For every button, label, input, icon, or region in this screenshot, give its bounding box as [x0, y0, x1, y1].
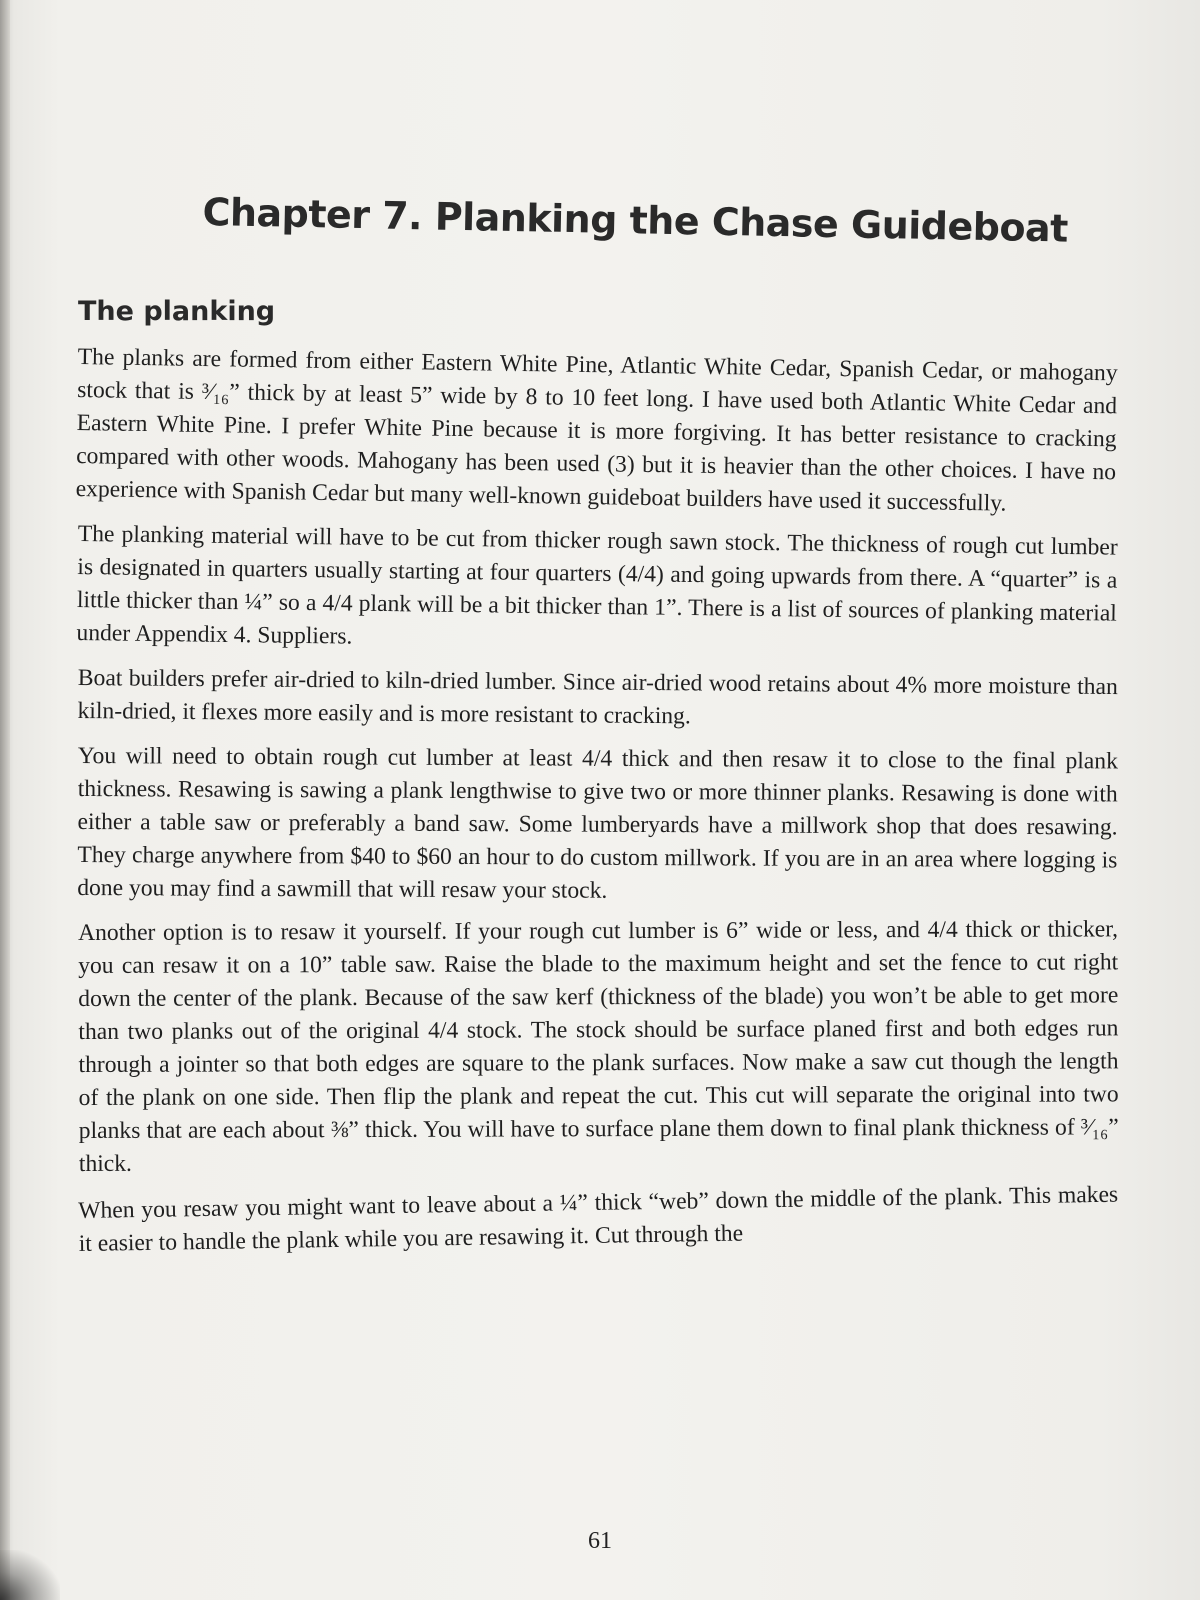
page-content: [75, 190, 1119, 1273]
paragraph-web-tip: When you resaw you might want to leave about a ¼” thick “web” down the middle of the plank. This makes it easier to handle the plank while you are resawing it. Cut through the: [78, 1181, 1119, 1257]
body-text: [75, 341, 1119, 1261]
paragraph-rough-sawn-stock: The planking material will have to be cut from thicker rough sawn stock. The thickness of rough cut lumber is designated in quarters usually starting at four quarters (4/4) and going upwards from there. A “quarter” is a little thicker than ¼” so a 4/4 plank will be a bit thicker than 1”. There is a list of sources of planking material under Appendix 4. Suppliers.: [76, 520, 1118, 650]
paragraph-resawing: You will need to obtain rough cut lumber at least 4/4 thick and then resaw it to close to the final plank thickness. Resawing is sawing a plank lengthwise to give two or more thinner planks. Resawing is done with either a table saw or preferably a band saw. Some lumberyards have a millwork shop that does resawing. They charge anywhere from $40 to $60 an hour to do custom millwork. If you are in an area where logging is done you may find a sawmill that will resaw your stock.: [77, 743, 1118, 904]
chapter-title: Chapter 7. Planking the Chase Guideboat: [202, 190, 1069, 251]
paragraph-plank-materials: The planks are formed from either Eastern White Pine, Atlantic White Cedar, Spanish Cedar, or mahogany stock that is ³⁄₁₆” thick by at least 5” wide by 8 to 10 feet long. I have used both Atlantic White Cedar and Eastern White Pine. I prefer White Pine because it is more forgiving. It has better resistance to cracking compared with other woods. Mahogany has been used (3) but it is heavier than the other choices. I have no experience with Spanish Cedar but many well-known guideboat builders have used it successfully.: [75, 343, 1118, 517]
corner-shadow: [0, 1550, 60, 1600]
page-number: 61: [588, 1528, 612, 1554]
paragraph-air-dried-lumber: Boat builders prefer air-dried to kiln-dried lumber. Since air-dried wood retains about 4% more moisture than kiln-dried, it flexes more easily and is more resistant to cracking.: [77, 664, 1118, 730]
paragraph-resaw-yourself: Another option is to resaw it yourself. If your rough cut lumber is 6” wide or less, and 4/4 thick or thicker, you can resaw it on a 10” table saw. Raise the blade to the maximum height and set the fence to cut right down the center of the plank. Because of the saw kerf (thickness of the blade) you won’t be able to get more than two planks out of the original 4/4 stock. The stock should be surface planed first and both edges run through a jointer so that both edges are square to the plank surfaces. Now make a saw cut though the length of the plank on one side. Then flip the plank and repeat the cut. This cut will separate the original into two planks that are each about ⅜” thick. You will have to surface plane them down to final plank thickness of ³⁄₁₆” thick.: [78, 916, 1119, 1177]
section-title: The planking: [78, 296, 276, 327]
book-spine-edge: [0, 0, 10, 1600]
